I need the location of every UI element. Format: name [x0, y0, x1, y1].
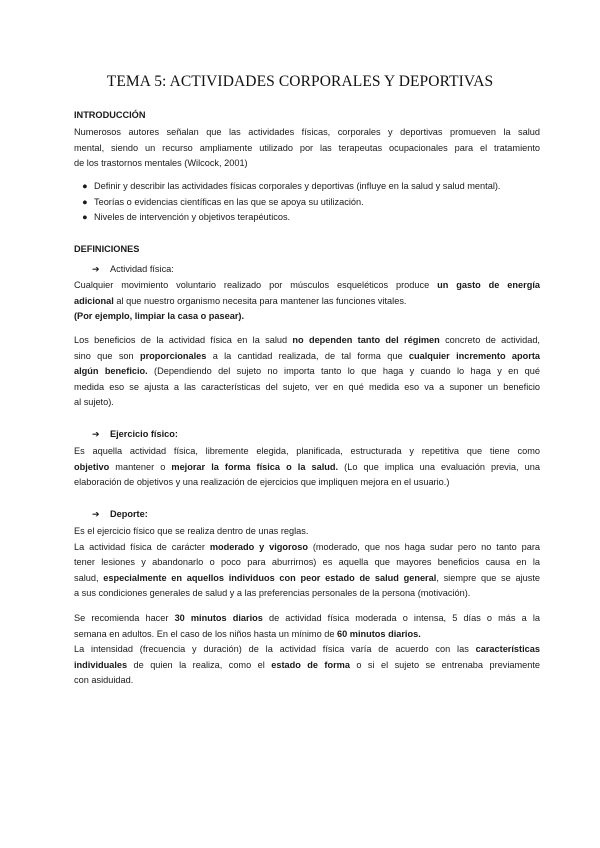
subheading-actividad-fisica: ➔ Actividad física: — [92, 262, 174, 278]
intro-paragraph — [74, 125, 540, 172]
list-item: ● Teorías o evidencias científicas en las que se apoya su utilización. — [74, 195, 540, 211]
intro-heading: INTRODUCCIÓN — [74, 110, 146, 120]
text-line: Se recomienda hacer 30 minutos diarios de actividad física moderada o intensa, 5 días o más a la — [74, 613, 540, 623]
document-title: TEMA 5: ACTIVIDADES CORPORALES Y DEPORTIVAS — [106, 73, 494, 90]
text-line: con asiduidad. — [74, 675, 134, 686]
deporte-paragraph-1 — [74, 524, 540, 602]
bullet-icon: ● — [82, 181, 88, 191]
text-line: individuales de quien la realiza, como el estado de forma o si el sujeto se entrenaba previamente — [74, 659, 541, 670]
text-line: La actividad física de carácter moderado y vigoroso (moderado, que nos haga sudar pero no tanto para — [74, 541, 540, 552]
text-line: Numerosos autores señalan que las actividades físicas, corporales y deportivas promueven la salud — [74, 127, 540, 137]
actividad-paragraph-2 — [74, 333, 540, 411]
text-line: a sus condiciones generales de salud y a las preferencias personales de la persona (motivación). — [74, 588, 471, 599]
actividad-paragraph-1 — [74, 278, 540, 325]
text-line: La intensidad (frecuencia y duración) de la actividad física varía de acuerdo con las características — [74, 644, 540, 655]
arrow-right-icon: ➔ — [92, 429, 100, 439]
arrow-right-icon: ➔ — [92, 264, 100, 274]
subheading-ejercicio-fisico: ➔ Ejercicio físico: — [92, 427, 178, 443]
arrow-right-icon: ➔ — [92, 509, 100, 519]
subheading-deporte: ➔ Deporte: — [92, 507, 148, 523]
ejercicio-paragraph — [74, 444, 540, 491]
text-line: Es el ejercicio físico que se realiza dentro de unas reglas. — [74, 526, 309, 536]
bullet-icon: ● — [82, 196, 88, 207]
text-line: salud, especialmente en aquellos individuos con peor estado de salud general, siempre que se ajuste — [74, 572, 540, 583]
list-item: ● Definir y describir las actividades físicas corporales y deportivas (influye en la salud y salud mental). — [74, 179, 540, 195]
text-line: medida eso se ajusta a las características del sujeto, ver en qué medida eso va a suponer un beneficio — [74, 381, 540, 392]
text-line: semana en adultos. En el caso de los niños hasta un mínimo de 60 minutos diarios. — [74, 628, 421, 639]
deporte-paragraph-2 — [74, 611, 540, 689]
text-line: adicional al que nuestro organismo necesita para mantener las funciones vitales. — [74, 295, 407, 306]
text-line: Los beneficios de la actividad física en la salud no dependen tanto del régimen concreto de actividad, — [74, 335, 540, 345]
text-line: mental, siendo un recurso ampliamente utilizado por las terapeutas ocupacionales para el tratamiento — [74, 142, 540, 153]
definiciones-heading: DEFINICIONES — [74, 244, 140, 254]
text-line: elaboración de objetivos y una realización de ejercicios que impliquen mejora en el usuario.) — [74, 477, 450, 488]
text-line: tener lesiones y abandonarlo o poco para aburrirnos) es aquella que mayores beneficios causa en la — [74, 557, 540, 568]
text-line: al sujeto). — [74, 397, 114, 408]
text-line: Es aquella actividad física, libremente elegida, planificada, estructurada y repetitiva que tiene como — [74, 446, 540, 456]
text-line: algún beneficio. (Dependiendo del sujeto no importa tanto lo que haga y cuando lo haga y en qué — [74, 366, 540, 377]
list-item: ● Niveles de intervención y objetivos terapéuticos. — [74, 210, 540, 226]
intro-bullet-list — [74, 179, 540, 226]
text-line: objetivo mantener o mejorar la forma física o la salud. (Lo que implica una evaluación previa, una — [74, 461, 540, 472]
bullet-icon: ● — [82, 212, 88, 223]
text-line: de los trastornos mentales (Wilcock, 2001) — [74, 158, 248, 169]
text-line: (Por ejemplo, limpiar la casa o pasear). — [74, 311, 245, 322]
text-line: Cualquier movimiento voluntario realizado por músculos esqueléticos produce un gasto de energía — [74, 280, 540, 290]
text-line: sino que son proporcionales a la cantidad realizada, de tal forma que cualquier incremento aporta — [74, 350, 540, 361]
